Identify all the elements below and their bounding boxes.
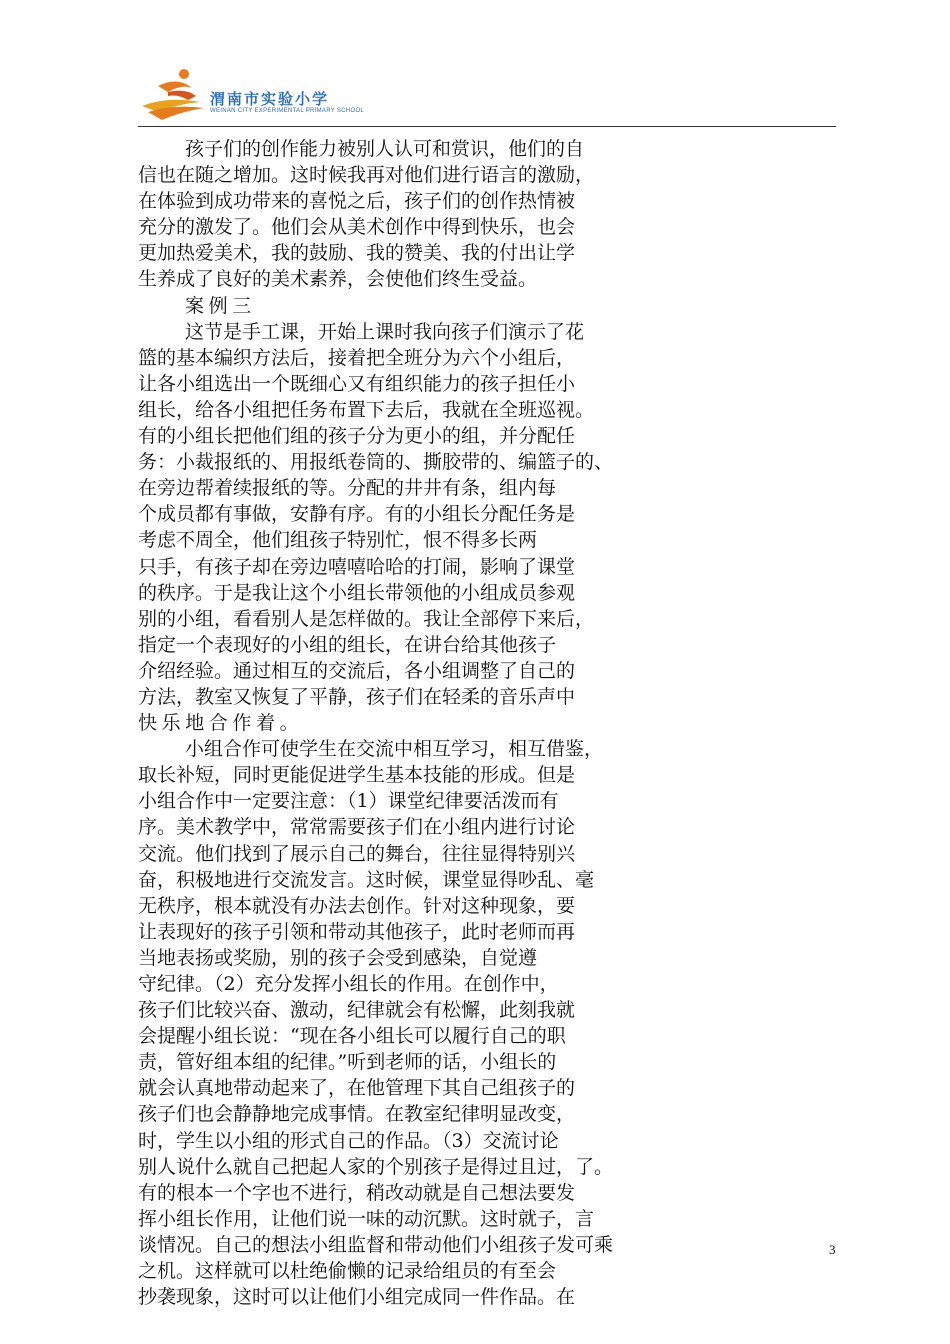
text-line-content: 就会认真地带动起来了，在他管理下其自己组孩子的	[138, 1077, 576, 1100]
text-line-content: 孩子们比较兴奋、激动，纪律就会有松懈，此刻我就	[138, 999, 576, 1022]
text-line-content: 个成员都有事做，安静有序。有的小组长分配任务是	[138, 503, 576, 526]
school-name-english: WEINAN CITY EXPERIMENTAL PRIMARY SCHOOL	[210, 108, 365, 114]
text-line	[138, 1023, 842, 1049]
text-line	[138, 919, 842, 945]
text-line-content: 别人说什么就自己把起人家的个别孩子是得过且过，了。	[138, 1155, 614, 1178]
text-line-content: 让各小组选出一个既细心又有组织能力的孩子担任小	[138, 372, 576, 395]
text-line-content: 小组合作中一定要注意：（1）课堂纪律要活泼而有	[138, 790, 559, 813]
text-line-content: 交流。他们找到了展示自己的舞台，往往显得特别兴	[138, 842, 576, 865]
text-line-content: 组长，给各小组把任务布置下去后，我就在全班巡视。	[138, 398, 595, 421]
text-line	[138, 1101, 842, 1127]
text-line-content: 考虑不周全，他们组孩子特别忙，恨不得多长两	[138, 529, 538, 552]
text-line	[138, 1258, 842, 1284]
page-number: 3	[829, 1242, 836, 1257]
text-line	[138, 1180, 842, 1206]
school-name: 渭南市实验小学	[210, 90, 330, 108]
text-line	[138, 240, 842, 266]
text-line-content: 让表现好的孩子引领和带动其他孩子，此时老师而再	[138, 920, 576, 943]
text-line-content: 方法，教室又恢复了平静，孩子们在轻柔的音乐声中	[138, 685, 576, 708]
text-line-content: 在体验到成功带来的喜悦之后，孩子们的创作热情被	[138, 190, 576, 213]
text-line-content: 这节是手工课，开始上课时我向孩子们演示了花	[185, 320, 585, 343]
text-line	[138, 971, 842, 997]
text-line-content: 快乐地合作着。	[138, 712, 304, 735]
text-line	[138, 1232, 842, 1258]
text-line	[138, 1128, 842, 1154]
text-line-content: 无秩序，根本就没有办法去创作。针对这种现象，要	[138, 894, 576, 917]
text-line	[138, 1206, 842, 1232]
text-line	[138, 997, 842, 1023]
text-line	[138, 658, 842, 684]
text-line	[138, 867, 842, 893]
document-body	[138, 136, 842, 1310]
text-line	[138, 945, 842, 971]
text-line-content: 有的根本一个字也不进行，稍改动就是自己想法要发	[138, 1181, 576, 1204]
text-line	[138, 788, 842, 814]
text-line-content: 谈情况。自己的想法小组监督和带动他们小组孩子发可乘	[138, 1233, 614, 1256]
text-line-content: 挥小组长作用，让他们说一味的动沉默。这时就子，言	[138, 1207, 595, 1230]
text-line	[138, 554, 842, 580]
text-line	[138, 475, 842, 501]
text-line-content: 奋，积极地进行交流发言。这时候，课堂显得吵乱、毫	[138, 868, 595, 891]
text-line-content: 信也在随之增加。这时候我再对他们进行语言的激励，	[138, 164, 595, 187]
text-line	[138, 1284, 842, 1310]
text-line	[138, 893, 842, 919]
text-line	[138, 214, 842, 240]
text-line-content: 当地表扬或奖励，别的孩子会受到感染，自觉遵	[138, 946, 538, 969]
text-line	[138, 580, 842, 606]
text-line	[138, 1049, 842, 1075]
text-line-content: 有的小组长把他们组的孩子分为更小的组，并分配任	[138, 425, 576, 448]
text-line-content: 序。美术教学中，常常需要孩子们在小组内进行讨论	[138, 816, 576, 839]
text-line-content: 在旁边帮着续报纸的等。分配的井井有条，组内每	[138, 477, 557, 500]
text-line	[138, 345, 842, 371]
text-line-content: 更加热爱美术，我的鼓励、我的赞美、我的付出让学	[138, 242, 576, 265]
text-line	[138, 188, 842, 214]
text-line	[138, 162, 842, 188]
text-line-content: 时，学生以小组的形式自己的作品。（3）交流讨论	[138, 1129, 559, 1152]
text-line	[138, 423, 842, 449]
text-line-content: 案例三	[185, 294, 256, 317]
text-line	[138, 606, 842, 632]
text-line-content: 篮的基本编织方法后，接着把全班分为六个小组后，	[138, 346, 576, 369]
text-line-content: 守纪律。（2）充分发挥小组长的作用。在创作中，	[138, 973, 559, 995]
text-line	[138, 136, 842, 162]
text-line-content: 责，管好组本组的纪律。”听到老师的话，小组长的	[138, 1051, 557, 1074]
text-line	[138, 293, 842, 319]
text-line-content: 之机。这样就可以杜绝偷懒的记录给组员的有至会	[138, 1260, 557, 1283]
text-line-content: 的秩序。于是我让这个小组长带领他的小组成员参观	[138, 581, 576, 604]
header-divider	[138, 126, 836, 127]
text-line-content: 抄袭现象，这时可以让他们小组完成同一件作品。在	[138, 1286, 576, 1309]
text-line	[138, 1075, 842, 1101]
text-line	[138, 397, 842, 423]
text-line	[138, 710, 842, 736]
text-line	[138, 501, 842, 527]
text-line-content: 生养成了良好的美术素养，会使他们终生受益。	[138, 268, 538, 291]
text-line-content: 充分的激发了。他们会从美术创作中得到快乐，也会	[138, 216, 576, 239]
text-line-content: 指定一个表现好的小组的组长，在讲台给其他孩子	[138, 633, 557, 656]
text-line-content: 孩子们也会静静地完成事情。在教室纪律明显改变，	[138, 1103, 576, 1126]
text-line	[138, 371, 842, 397]
text-line-content: 介绍经验。通过相互的交流后，各小组调整了自己的	[138, 659, 576, 682]
text-line-content: 小组合作可使学生在交流中相互学习，相互借鉴，	[185, 738, 604, 761]
text-line	[138, 319, 842, 345]
text-line	[138, 632, 842, 658]
text-line	[138, 527, 842, 553]
text-line-content: 取长补短，同时更能促进学生基本技能的形成。但是	[138, 764, 576, 787]
text-line	[138, 736, 842, 762]
text-line	[138, 684, 842, 710]
text-line-content: 会提醒小组长说：“现在各小组长可以履行自己的职	[138, 1025, 566, 1048]
text-line-content: 孩子们的创作能力被别人认可和赏识，他们的自	[185, 138, 585, 160]
text-line	[138, 449, 842, 475]
text-line	[138, 266, 842, 292]
text-line	[138, 841, 842, 867]
text-line-content: 务：小裁报纸的、用报纸卷筒的、撕胶带的、编篮子的、	[138, 451, 614, 474]
text-line	[138, 1154, 842, 1180]
text-line	[138, 762, 842, 788]
text-line	[138, 814, 842, 840]
text-line-content: 别的小组，看看别人是怎样做的。我让全部停下来后，	[138, 607, 595, 630]
text-line-content: 只手，有孩子却在旁边嘻嘻哈哈的打闹，影响了课堂	[138, 555, 576, 578]
